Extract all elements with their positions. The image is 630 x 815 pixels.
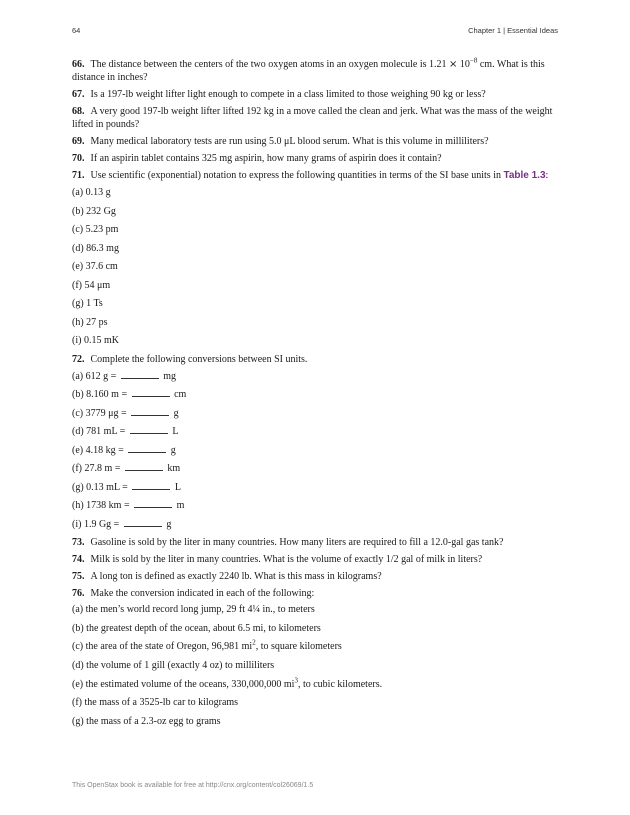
list-item: (e) the estimated volume of the oceans, 330,000,000 $mi^3$, to cubic kilometers. bbox=[72, 676, 383, 690]
list-item: (g) 1 Ts bbox=[72, 298, 103, 309]
problem-66: 66. The distance between the centers of the two oxygen atoms in an oxygen molecule is $1.21 \times 10^{-8}$ cm. What is this distance in inches? bbox=[72, 56, 545, 83]
answer-blank bbox=[132, 480, 170, 490]
problem-72: 72. Complete the following conversions between SI units. bbox=[72, 353, 308, 365]
list-item: (c) the area of the state of Oregon, 96,981 $mi^2$, to square kilometers bbox=[72, 639, 342, 653]
answer-blank bbox=[121, 369, 159, 379]
list-item: (g) the mass of a 2.3-oz egg to grams bbox=[72, 716, 221, 728]
list-item: (a) 612 g = mg bbox=[72, 370, 177, 382]
list-item: (a) 0.13 g bbox=[72, 187, 111, 198]
problem-list bbox=[72, 58, 558, 732]
times-symbol: × bbox=[449, 59, 458, 70]
problem-71-items bbox=[72, 184, 558, 351]
list-item: (d) 781 mL = L bbox=[72, 426, 179, 437]
problem-69: 69. Many medical laboratory tests are run using 5.0 μL blood serum. What is this volume in milliliters? bbox=[72, 136, 489, 147]
page-number: 64 bbox=[72, 26, 81, 35]
list-item: (f) the mass of a 3525-lb car to kilograms bbox=[72, 697, 239, 709]
list-item: (b) 232 Gg bbox=[72, 205, 116, 217]
list-item: (b) 8.160 m = cm bbox=[72, 389, 187, 400]
list-item: (d) the volume of 1 gill (exactly 4 oz) to milliliters bbox=[72, 660, 275, 672]
list-item: (c) 3779 μg = g bbox=[72, 407, 179, 419]
problem-73: 73. Gasoline is sold by the liter in many countries. How many liters are required to fill a 12.0-gal gas tank? bbox=[72, 537, 504, 548]
list-item: (i) 0.15 mK bbox=[72, 335, 119, 346]
problem-76: 76. Make the conversion indicated in each of the following: bbox=[72, 588, 315, 599]
problem-70: 70. If an aspirin tablet contains 325 mg aspirin, how many grams of aspirin does it contain? bbox=[72, 153, 442, 164]
list-item: (e) 37.6 cm bbox=[72, 261, 118, 272]
problem-67: 67. Is a 197-lb weight lifter light enough to compete in a class limited to those weighing 90 kg or less? bbox=[72, 89, 486, 100]
list-item: (f) 27.8 m = km bbox=[72, 463, 181, 474]
answer-blank bbox=[131, 406, 169, 416]
list-item: (c) 5.23 pm bbox=[72, 224, 119, 235]
answer-blank bbox=[130, 424, 168, 434]
list-item: (d) 86.3 mg bbox=[72, 242, 119, 254]
answer-blank bbox=[134, 498, 172, 508]
answer-blank bbox=[132, 387, 170, 397]
problem-75: 75. A long ton is defined as exactly 2240 lb. What is this mass in kilograms? bbox=[72, 571, 382, 582]
list-item: (b) the greatest depth of the ocean, about 6.5 mi, to kilometers bbox=[72, 622, 321, 634]
answer-blank bbox=[128, 443, 166, 453]
list-item: (e) 4.18 kg = g bbox=[72, 444, 176, 456]
list-item: (i) 1.9 Gg = g bbox=[72, 518, 172, 530]
table-link[interactable]: Table 1.3 bbox=[503, 170, 546, 181]
list-item: (h) 27 ps bbox=[72, 316, 108, 328]
list-item: (h) 1738 km = m bbox=[72, 500, 185, 511]
list-item: (g) 0.13 mL = L bbox=[72, 481, 181, 493]
problem-68: 68. A very good 197-lb weight lifter lifted 192 kg in a move called the clean and jerk. What was the mass of the weight lifted in pounds? bbox=[72, 106, 553, 130]
list-item: (f) 54 μm bbox=[72, 279, 111, 291]
problem-76-items bbox=[72, 601, 558, 732]
problem-74: 74. Milk is sold by the liter in many countries. What is the volume of exactly 1/2 gal of milk in liters? bbox=[72, 554, 483, 565]
problem-71: 71. Use scientific (exponential) notation to express the following quantities in terms of the SI base units in Table 1.3: bbox=[72, 170, 549, 181]
chapter-title: Chapter 1 | Essential Ideas bbox=[468, 26, 558, 35]
answer-blank bbox=[125, 461, 163, 471]
footer-text: This OpenStax book is available for free at http://cnx.org/content/col26069/1.5 bbox=[72, 782, 314, 789]
problem-72-items bbox=[72, 368, 558, 535]
list-item: (a) the men’s world record long jump, 29 ft 4¼ in., to meters bbox=[72, 604, 315, 615]
answer-blank bbox=[124, 517, 162, 527]
